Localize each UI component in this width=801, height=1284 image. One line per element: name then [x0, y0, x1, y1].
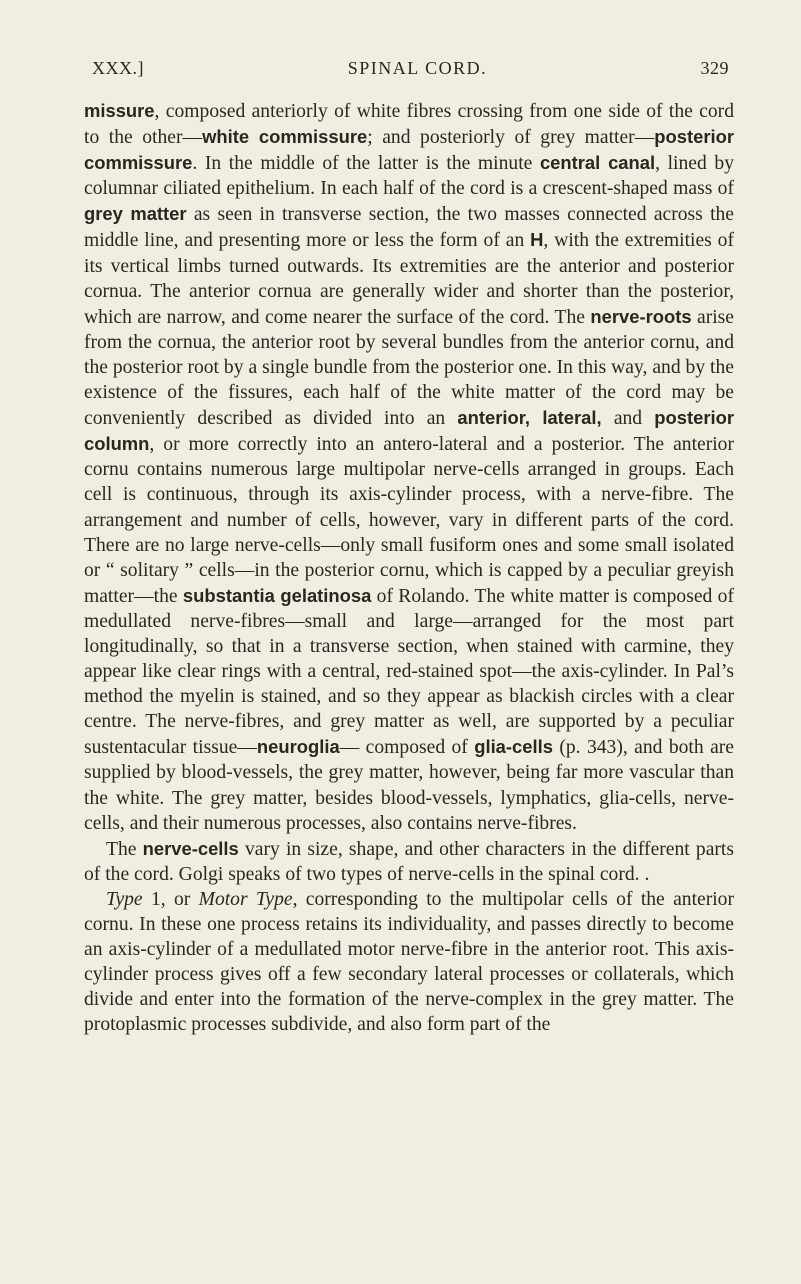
text-span: . In the middle of the latter is the minute [192, 153, 540, 175]
text-span: ; and posteriorly of grey matter— [367, 127, 655, 149]
term-posterior-commissure: posterior commissure [84, 126, 735, 174]
text-span: , corresponding to the multipolar cells of the anterior cornu. In these one process retains its individuality, and passes directly to become an axis-cylinder of a medullated motor nerve-fibre in the anterior root. This axis-cylinder process gives off a few secondary lateral processes or collaterals, which divide and enter into the formation of the nerve-complex in the grey matter. The protoplasmic processes subdivide, and also form part of the [84, 888, 734, 1036]
text-span: 1, or [142, 888, 199, 910]
term-anterior-lateral: anterior, lateral, [457, 407, 602, 429]
term-type: Type [106, 888, 143, 910]
page-number: 329 [700, 58, 729, 78]
text-span: , with the extremities of its vertical limbs turned outwards. Its extremities are the anterior and posterior cornua. The anterior cornua are generally wider and shorter than the posterior, which are narrow, and come nearer the surface of the cord. The [84, 230, 734, 328]
running-head [92, 58, 729, 82]
chapter-label: XXX.] [92, 58, 144, 78]
text-span: (p. 343), and both are supplied by blood-vessels, the grey matter, however, being far more vascular than the white. The grey matter, besides blood-vessels, lymphatics, glia-cells, nerve-cells, and their numerous processes, also contains nerve-fibres. [84, 737, 734, 834]
term-white-commissure: white commissure [202, 126, 368, 148]
text-span: vary in size, shape, and other characters in the different parts of the cord. Golgi speaks of two types of nerve-cells in the spinal cord. . [84, 838, 734, 885]
paragraph-2 [84, 836, 734, 887]
term-substantia-gelatinosa: substantia gelatinosa [182, 584, 372, 606]
text-span: and [601, 408, 655, 430]
text-span: of Rolando. The white matter is composed of medullated nerve-fibres—small and large—arranged for the most part longitudinally, so that in a transverse section, when stained with carmine, they appear like clear rings with a central, red-stained spot—the axis-cylinder. In Pal’s method the myelin is stained, and so they appear as blackish circles with a clear centre. The nerve-fibres, and grey matter as well, are supported by a peculiar sustentacular tissue— [84, 585, 734, 759]
term-grey-matter: grey matter [84, 203, 187, 225]
term-nerve-roots: nerve-roots [590, 305, 692, 327]
paragraph-3 [84, 887, 734, 1038]
term-glia-cells: glia-cells [474, 736, 553, 758]
body-text [84, 98, 734, 1037]
term-h: H [530, 229, 544, 251]
text-span: as seen in transverse section, the two masses connected across the middle line, and presenting more or less the form of an [84, 204, 735, 252]
term-neuroglia: neuroglia [256, 736, 340, 758]
term-central-canal: central canal [539, 152, 656, 174]
text-span: arise from the cornua, the anterior root by several bundles from the anterior cornu, and the posterior root by a single bundle from the posterior one. In this way, and by the existence of the fissures, each half of the white matter of the cord may be conveniently described as divided into an [84, 306, 735, 430]
text-span: The [106, 838, 143, 860]
term-motor-type: Motor Type [198, 888, 293, 910]
text-span: — composed of [339, 737, 475, 759]
paragraph-1 [84, 98, 734, 836]
page-title: SPINAL CORD. [347, 58, 488, 78]
text-span: , or more correctly into an antero-lateral and a posterior. The anterior cornu contains numerous large multipolar nerve-cells arranged in groups. Each cell is continuous, through its axis-cylinder process, with a nerve-fibre. The arrangement and number of cells, however, vary in different parts of the cord. There are no large nerve-cells—only small fusiform ones and some small isolated or “ solitary ” cells—in the posterior cornu, which is capped by a peculiar greyish matter—the [84, 434, 734, 607]
text-span: , lined by columnar ciliated epithelium. In each half of the cord is a crescent-shaped mass of [84, 153, 734, 200]
text-span: , composed anteriorly of white fibres crossing from one side of the cord to the other— [84, 101, 734, 149]
term-nerve-cells: nerve-cells [142, 837, 239, 859]
term-posterior-column: posterior column [84, 407, 734, 455]
term-commissure-continued: missure [84, 100, 155, 121]
